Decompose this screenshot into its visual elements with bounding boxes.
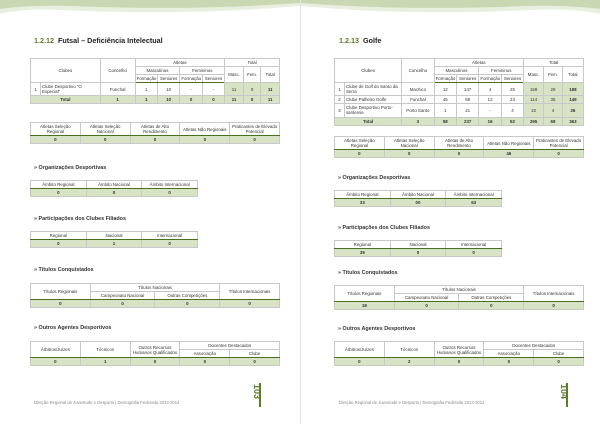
header-internacional: Internacional	[142, 232, 198, 240]
row-formacao-f: 12	[479, 96, 501, 104]
header-outras-competicoes: Outras Competições	[459, 294, 524, 302]
total-formacao-f: 0	[180, 96, 202, 104]
row-seniores-f: 25	[501, 83, 523, 96]
header-titulos-nacionais: Títulos Nacionais	[394, 286, 523, 294]
header-alto-rendimento: Atletas de Alto Rendimento	[130, 123, 180, 136]
org-title: » Organizações Desportivas	[338, 175, 411, 181]
total-formacao-m: 1	[135, 96, 157, 104]
org-title: » Organizações Desportivas	[34, 165, 107, 171]
total-label: Total	[31, 96, 101, 104]
total-formacao-f: 16	[479, 117, 501, 125]
page-number	[559, 384, 584, 400]
header-tecnicos: Técnicos	[384, 342, 434, 358]
header-seniores-f: Seniores	[501, 75, 523, 83]
value-ambito-regional: 33	[335, 199, 391, 207]
header-femininos: Femininos	[180, 67, 225, 75]
header-ambito-regional: Âmbito Regional	[31, 181, 87, 189]
header-clube: Clube	[534, 350, 584, 358]
header-seniores-m: Seniores	[456, 75, 478, 83]
header-titulos-regionais: Títulos Regionais	[31, 284, 91, 300]
header-nao-regionais: Atletas Não Regionais	[484, 137, 534, 150]
total-fem: 0	[243, 96, 260, 104]
value-selecao-nacional: 0	[80, 136, 130, 144]
row-concelho: Porto Santo	[402, 104, 434, 117]
row-total: 188	[562, 83, 583, 96]
selecao-table	[30, 122, 280, 144]
table-row	[335, 96, 584, 104]
row-total: 149	[562, 96, 583, 104]
value-internacional: 0	[142, 240, 198, 248]
value-clube: 0	[534, 358, 584, 366]
header-atletas: Atletas	[135, 59, 225, 67]
table-row	[31, 83, 280, 96]
part-title: » Participações dos Clubes Filiados	[338, 225, 430, 231]
value-ambito-internacional: 0	[142, 189, 198, 197]
total-row	[31, 96, 280, 104]
table-row	[335, 104, 584, 117]
value-internacional: 0	[446, 249, 502, 257]
value-selecao-regional: 0	[31, 136, 81, 144]
header-campeonato-nacional: Campeonato Nacional	[90, 292, 155, 300]
value-nacional: 1	[86, 240, 142, 248]
header-seniores-m: Seniores	[157, 75, 179, 83]
value-elevado-potencial: 0	[534, 150, 584, 158]
total-masc: 11	[225, 96, 244, 104]
header-selecao-regional: Atletas Seleção Regional	[31, 123, 81, 136]
total-fem: 68	[544, 117, 563, 125]
header-ambito-regional: Âmbito Regional	[335, 191, 391, 199]
row-total: 11	[261, 83, 280, 96]
row-number: 3	[335, 104, 345, 117]
value-campeonato-nacional: 0	[90, 300, 155, 308]
value-ambito-nacional: 0	[86, 189, 142, 197]
row-masc: 11	[225, 83, 244, 96]
part-table	[30, 231, 198, 248]
value-arbitros: 0	[31, 358, 81, 366]
value-titulos-regionais: 0	[31, 300, 91, 308]
row-seniores-f: 23	[501, 96, 523, 104]
top-decoration	[0, 0, 300, 22]
row-number: 2	[335, 96, 345, 104]
header-selecao-regional: Atletas Seleção Regional	[335, 137, 385, 150]
row-formacao-m: 1	[434, 104, 456, 117]
header-formacao-m: Formação	[435, 76, 456, 82]
org-table	[334, 190, 502, 207]
header-ambito-internacional: Âmbito Internacional	[446, 191, 502, 199]
header-atletas: Atletas	[434, 59, 524, 67]
header-titulos-nacionais: Títulos Nacionais	[90, 284, 219, 292]
part-table	[334, 240, 502, 257]
value-titulos-internacionais: 0	[220, 300, 280, 308]
row-fem: 4	[544, 104, 563, 117]
titulos-title: » Títulos Conquistados	[338, 270, 398, 276]
row-club: Clube Desportivo Porto-santense	[344, 104, 401, 117]
org-table	[30, 180, 198, 197]
header-outros-recursos: Outros Recursos Humanos Qualificados	[130, 342, 180, 358]
total-total: 363	[562, 117, 583, 125]
header-docentes: Docentes Destacados	[484, 342, 584, 350]
value-alto-rendimento: 0	[130, 136, 180, 144]
row-seniores-m: 10	[157, 83, 179, 96]
header-total2: Total	[261, 67, 280, 83]
value-nao-regionais: 46	[484, 150, 534, 158]
row-seniores-m: 21	[456, 104, 478, 117]
footer-text: Direção Regional de Juventude e Desporto | Demografia Federada 2013-2014	[339, 400, 485, 405]
header-formacao-m: Formação	[136, 76, 157, 82]
total-row	[335, 117, 584, 125]
header-formacao-f: Formação	[181, 76, 202, 82]
header-concelho: Concelho	[402, 59, 434, 83]
section-name: Futsal – Deficiência Intelectual	[57, 36, 163, 45]
value-outras-competicoes: 0	[459, 302, 524, 310]
row-masc: 159	[524, 83, 544, 96]
total-concelho: 1	[100, 96, 135, 104]
row-fem: 35	[544, 96, 563, 104]
header-tecnicos: Técnicos	[80, 342, 130, 358]
section-title	[339, 36, 381, 45]
header-masc: Masc.	[225, 67, 244, 83]
row-fem: 0	[243, 83, 260, 96]
value-tecnicos: 1	[80, 358, 130, 366]
header-selecao-nacional: Atletas Seleção Nacional	[80, 123, 130, 136]
header-femininos: Femininos	[479, 67, 524, 75]
row-seniores-f: 4	[501, 104, 523, 117]
titulos-table	[30, 283, 280, 308]
section-number: 1.2.13	[339, 36, 359, 45]
header-nao-regionais: Atletas Não Regionais	[180, 123, 230, 136]
header-masc: Masc.	[524, 67, 544, 83]
row-club: Clube de Golf do Santo da Serra	[344, 83, 401, 96]
value-clube: 0	[230, 358, 280, 366]
titulos-table	[334, 285, 584, 310]
row-formacao-m: 45	[434, 96, 456, 104]
total-formacao-m: 58	[434, 117, 456, 125]
header-arbitros: Árbitros/Juízes	[335, 342, 385, 358]
header-total: Total	[524, 59, 584, 67]
footer-text: Direção Regional de Juventude e Desporto | Demografia Federada 2013-2014	[34, 400, 180, 405]
value-elevado-potencial: 0	[230, 136, 280, 144]
header-masculinos: Masculinos	[135, 67, 180, 75]
header-fem: Fem.	[243, 67, 260, 83]
row-concelho: Machico	[402, 83, 434, 96]
value-titulos-internacionais: 0	[524, 302, 584, 310]
row-formacao-m: 12	[434, 83, 456, 96]
titulos-title: » Títulos Conquistados	[34, 267, 94, 273]
total-seniores-f: 0	[202, 96, 224, 104]
total-seniores-m: 10	[157, 96, 179, 104]
value-tecnicos: 2	[384, 358, 434, 366]
page-right	[300, 0, 600, 424]
header-arbitros: Árbitros/Juízes	[31, 342, 81, 358]
header-associacao: Associação	[484, 350, 534, 358]
row-fem: 29	[544, 83, 563, 96]
value-arbitros: 0	[335, 358, 385, 366]
total-total: 11	[261, 96, 280, 104]
row-formacao-f: -	[479, 104, 501, 117]
page-number-text: 103	[252, 384, 262, 400]
value-regional: 39	[335, 249, 391, 257]
agentes-table	[334, 341, 584, 366]
value-ambito-nacional: 00	[390, 199, 446, 207]
value-selecao-nacional: 0	[384, 150, 434, 158]
total-concelho: 3	[402, 117, 434, 125]
table-row	[335, 83, 584, 96]
row-club: Clube Palheiro Golfe	[344, 96, 401, 104]
row-number: 1	[31, 83, 41, 96]
header-concelho: Concelho	[100, 59, 135, 83]
header-clubes: Clubes	[31, 59, 101, 83]
value-alto-rendimento: 0	[434, 150, 484, 158]
header-total: Total	[225, 59, 280, 67]
section-title	[34, 36, 163, 45]
row-number: 1	[335, 83, 345, 96]
value-regional: 0	[31, 240, 87, 248]
row-concelho: Funchal	[402, 96, 434, 104]
value-associacao: 0	[484, 358, 534, 366]
section-name: Golfe	[362, 36, 382, 45]
row-formacao-m: 1	[135, 83, 157, 96]
value-selecao-regional: 0	[335, 150, 385, 158]
agentes-table	[30, 341, 280, 366]
value-ambito-regional: 0	[31, 189, 87, 197]
header-alto-rendimento: Atletas de Alto Rendimento	[434, 137, 484, 150]
header-elevado-potencial: Praticantes de Elevado Potencial	[534, 137, 584, 150]
row-formacao-f: 4	[479, 83, 501, 96]
row-club: Clube Desportivo "O Especial"	[40, 83, 100, 96]
row-seniores-f: -	[202, 83, 224, 96]
page-number	[252, 384, 277, 400]
header-formacao-f: Formação	[480, 76, 501, 82]
row-masc: 114	[524, 96, 544, 104]
header-clube: Clube	[230, 350, 280, 358]
header-ambito-nacional: Âmbito Nacional	[86, 181, 142, 189]
row-concelho: Funchal	[100, 83, 135, 96]
row-seniores-m: 147	[456, 83, 478, 96]
value-nacional: 0	[390, 249, 446, 257]
header-nacional: Nacional	[390, 241, 446, 249]
athletes-table	[334, 58, 584, 126]
header-masculinos: Masculinos	[434, 67, 479, 75]
total-seniores-m: 237	[456, 117, 478, 125]
header-total2: Total	[562, 67, 583, 83]
header-outras-competicoes: Outras Competições	[155, 292, 220, 300]
top-decoration	[301, 0, 600, 22]
row-seniores-m: 69	[456, 96, 478, 104]
header-selecao-nacional: Atletas Seleção Nacional	[384, 137, 434, 150]
total-masc: 295	[524, 117, 544, 125]
header-docentes: Docentes Destacados	[180, 342, 280, 350]
agentes-title: » Outros Agentes Desportivos	[34, 325, 112, 331]
total-seniores-f: 52	[501, 117, 523, 125]
header-seniores-f: Seniores	[202, 75, 224, 83]
header-internacional: Internacional	[446, 241, 502, 249]
header-fem: Fem.	[544, 67, 563, 83]
header-regional: Regional	[31, 232, 87, 240]
value-campeonato-nacional: 0	[394, 302, 459, 310]
header-campeonato-nacional: Campeonato Nacional	[394, 294, 459, 302]
header-ambito-internacional: Âmbito Internacional	[142, 181, 198, 189]
part-title: » Participações dos Clubes Filiados	[34, 216, 126, 222]
selecao-table	[334, 136, 584, 158]
row-formacao-f: -	[180, 83, 202, 96]
header-ambito-nacional: Âmbito Nacional	[390, 191, 446, 199]
section-number: 1.2.12	[34, 36, 54, 45]
header-titulos-internacionais: Títulos Internacionais	[524, 286, 584, 302]
header-clubes: Clubes	[335, 59, 402, 83]
value-titulos-regionais: 18	[335, 302, 395, 310]
header-titulos-regionais: Títulos Regionais	[335, 286, 395, 302]
row-total: 26	[562, 104, 583, 117]
value-outros-recursos: 0	[130, 358, 180, 366]
header-regional: Regional	[335, 241, 391, 249]
value-associacao: 0	[180, 358, 230, 366]
value-ambito-internacional: 63	[446, 199, 502, 207]
athletes-table	[30, 58, 280, 104]
value-outras-competicoes: 0	[155, 300, 220, 308]
value-outros-recursos: 0	[434, 358, 484, 366]
header-elevado-potencial: Praticantes de Elevado Potencial	[230, 123, 280, 136]
page-number-text: 104	[559, 384, 569, 400]
header-outros-recursos: Outros Recursos Humanos Qualificados	[434, 342, 484, 358]
total-label: Total	[335, 117, 402, 125]
header-nacional: Nacional	[86, 232, 142, 240]
row-masc: 22	[524, 104, 544, 117]
header-titulos-internacionais: Títulos Internacionais	[220, 284, 280, 300]
agentes-title: » Outros Agentes Desportivos	[338, 326, 416, 332]
header-associacao: Associação	[180, 350, 230, 358]
value-nao-regionais: 0	[180, 136, 230, 144]
